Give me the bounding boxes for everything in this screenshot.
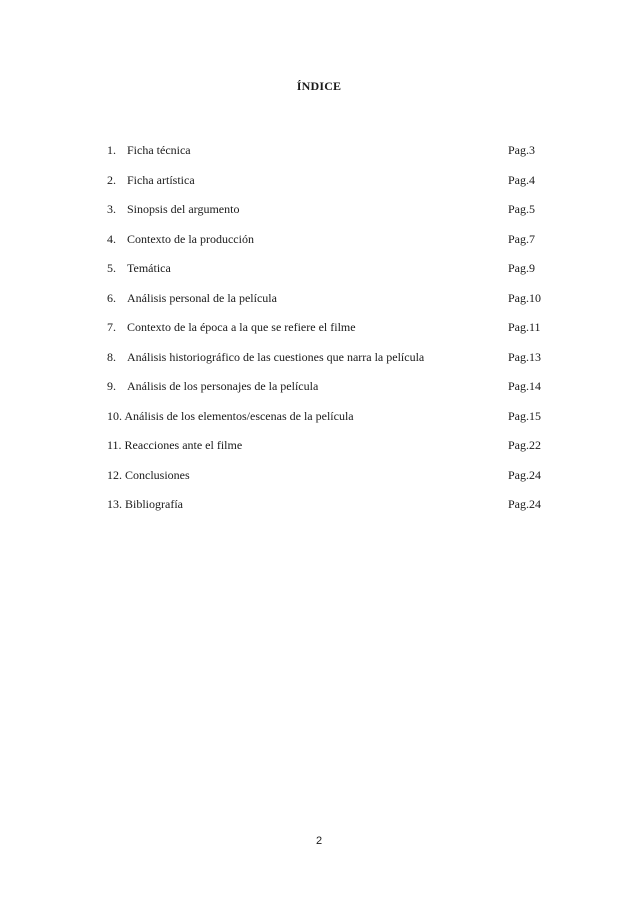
toc-entry-number: 9. — [107, 379, 116, 393]
toc-entry — [0, 229, 638, 259]
toc-entry — [0, 435, 638, 465]
toc-entry — [0, 494, 638, 524]
toc-entry-page: Pag.7 — [508, 231, 535, 246]
toc-entry-title: 12. Conclusiones — [107, 467, 190, 482]
toc-entry-number: 7. — [107, 320, 116, 334]
toc-entry-page: Pag.11 — [508, 320, 541, 334]
toc-entry — [0, 347, 638, 377]
toc-entry-number: 5. — [107, 261, 116, 275]
toc-entry-title: Análisis de los personajes de la película — [127, 379, 319, 393]
toc-entry-page: Pag.5 — [508, 202, 535, 216]
toc-entry-number: 2. — [107, 172, 116, 187]
toc-entry-page: Pag.9 — [508, 261, 535, 275]
toc-entry-title: Sinopsis del argumento — [127, 202, 240, 216]
toc-entry-title: Análisis personal de la película — [127, 290, 277, 305]
toc-entry-page: Pag.4 — [508, 172, 535, 187]
toc-entry-title: Análisis historiográfico de las cuestiones que narra la película — [127, 349, 425, 364]
toc-entry-title: Contexto de la época a la que se refiere el filme — [127, 320, 356, 334]
toc-entry — [0, 406, 638, 436]
toc-entry-page: Pag.22 — [508, 438, 541, 452]
toc-entry-title: Ficha técnica — [127, 143, 191, 157]
toc-entry-page: Pag.10 — [508, 290, 541, 305]
toc-entry — [0, 170, 638, 200]
toc-entry-number: 6. — [107, 290, 116, 305]
toc-entry-number: 3. — [107, 202, 116, 216]
toc-entry — [0, 288, 638, 318]
toc-entry-title: Temática — [127, 261, 171, 275]
toc-entry-title: 10. Análisis de los elementos/escenas de la película — [107, 408, 354, 423]
page-number: 2 — [315, 835, 323, 847]
toc-entry-title: Ficha artística — [127, 172, 195, 187]
toc-entry-number: 8. — [107, 349, 116, 364]
toc-entry — [0, 140, 638, 170]
toc-entry — [0, 465, 638, 495]
toc-entry-number: 4. — [107, 231, 116, 246]
toc-entry-title: 11. Reacciones ante el filme — [107, 438, 243, 452]
table-of-contents — [0, 140, 638, 524]
toc-entry-title: Contexto de la producción — [127, 231, 254, 246]
toc-entry-page: Pag.24 — [508, 497, 541, 511]
toc-entry-page: Pag.13 — [508, 349, 541, 364]
toc-entry — [0, 317, 638, 347]
toc-entry-number: 1. — [107, 143, 116, 157]
page-title: ÍNDICE — [296, 79, 342, 93]
toc-entry — [0, 376, 638, 406]
toc-entry — [0, 258, 638, 288]
toc-entry-page: Pag.24 — [508, 467, 541, 482]
toc-entry-page: Pag.3 — [508, 143, 535, 157]
toc-entry-page: Pag.14 — [508, 379, 541, 393]
toc-entry — [0, 199, 638, 229]
toc-entry-page: Pag.15 — [508, 408, 541, 423]
toc-entry-title: 13. Bibliografía — [107, 497, 183, 511]
